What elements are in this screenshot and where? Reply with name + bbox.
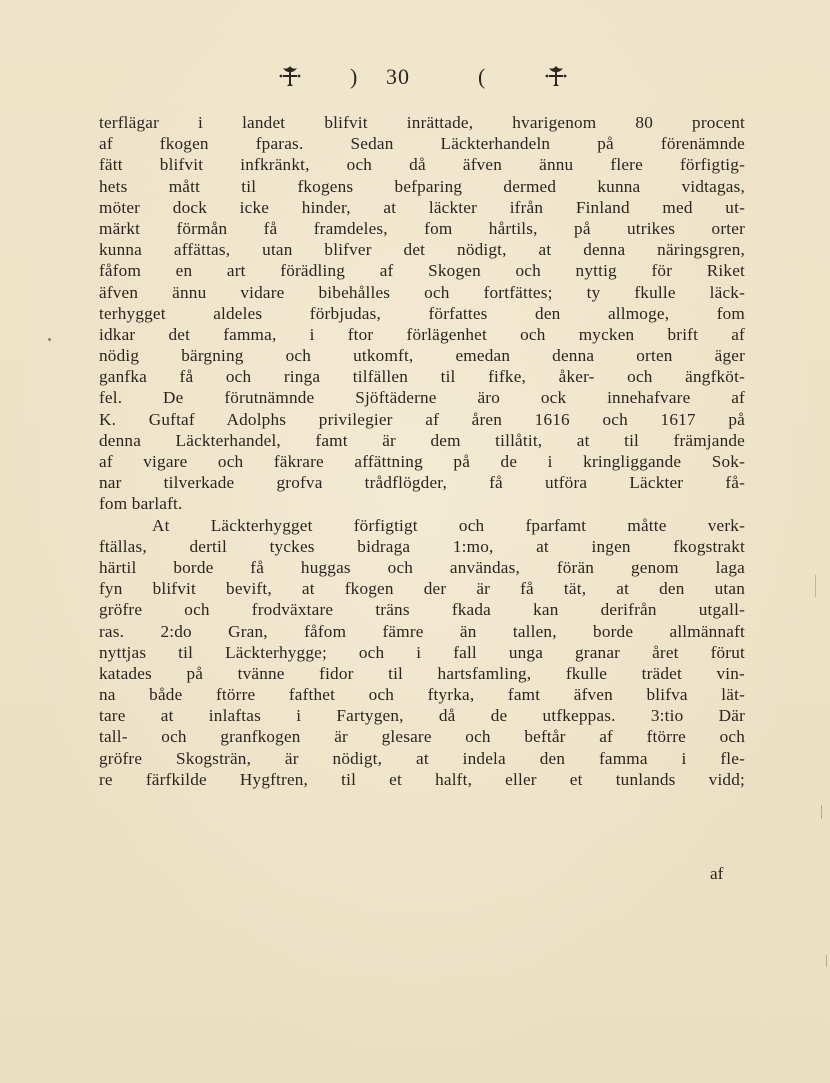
- text-line: terhygget aldeles förbjudas, författes den allmoge, fom: [99, 303, 745, 323]
- page-header: [0, 62, 830, 98]
- fleuron-icon: [543, 64, 569, 88]
- text-line: nödig bärgning och utkomft, emedan denna orten äger: [99, 346, 745, 366]
- margin-speck: [48, 338, 51, 341]
- text-line: fåfom en art förädling af Skogen och nyttig för Riket: [99, 261, 745, 281]
- catchword: af: [710, 864, 724, 883]
- text-line: na både ftörre fafthet och ftyrka, famt äfven blifva lät-: [99, 685, 745, 705]
- text-line: äfven ännu vidare bibehålles och fortfättes; ty fkulle läck-: [99, 282, 745, 302]
- text-line: At Läckterhygget förfigtigt och fparfamt måtte verk-: [152, 515, 745, 535]
- margin-speck: [821, 805, 822, 819]
- text-line: K. Guftaf Adolphs privilegier af åren 1616 och 1617 på: [99, 409, 745, 429]
- text-line: märkt förmån få framdeles, fom hårtils, på utrikes orter: [99, 218, 745, 238]
- text-line: fom barlaft.: [99, 494, 183, 514]
- text-line: ganfka få och ringa tilfällen til fifke, åker- och ängfköt-: [99, 367, 745, 387]
- text-line: katades på tvänne fidor til hartsfamling, fkulle trädet vin-: [99, 663, 745, 683]
- text-line: gröfre och frodväxtare träns fkada kan derifrån utgall-: [99, 600, 745, 620]
- text-line: nar tilverkade grofva trådflögder, få utföra Läckter få-: [99, 473, 745, 493]
- text-line: tare at inlaftas i Fartygen, då de utfkeppas. 3:tio Där: [99, 706, 745, 726]
- text-line: nyttjas til Läckterhygge; och i fall unga granar året förut: [99, 642, 745, 662]
- page-number: 30: [386, 64, 410, 89]
- margin-speck: [815, 575, 816, 597]
- text-line: re färfkilde Hygftren, til et halft, eller et tunlands vidd;: [99, 769, 745, 789]
- fleuron-icon: [277, 64, 303, 88]
- text-line: ras. 2:do Gran, fåfom fämre än tallen, borde allmännaft: [99, 621, 745, 641]
- margin-speck: [826, 955, 827, 967]
- text-line: denna Läckterhandel, famt är dem tillåtit, at til främjande: [99, 430, 745, 450]
- text-line: gröfre Skogsträn, är nödigt, at indela den famma i fle-: [99, 748, 745, 768]
- text-line: af vigare och fäkrare affättning på de i kringliggande Sok-: [99, 452, 745, 471]
- text-line: idkar det famma, i ftor förlägenhet och mycken brift af: [99, 324, 745, 344]
- text-line: härtil borde få huggas och användas, förän genom laga: [99, 557, 745, 577]
- text-line: ftällas, dertil tyckes bidraga 1:mo, at ingen fkogstrakt: [99, 536, 745, 556]
- text-line: kunna affättas, utan blifver det nödigt, at denna näringsgren,: [99, 240, 745, 260]
- text-line: fyn blifvit bevift, at fkogen der är få tät, at den utan: [99, 579, 745, 599]
- text-line: möter dock icke hinder, at läckter ifrån Finland med ut-: [99, 197, 745, 217]
- text-line: tall- och granfkogen är glesare och beftår af ftörre och: [99, 727, 745, 747]
- text-line: hets mått til fkogens befparing dermed kunna vidtagas,: [99, 176, 745, 196]
- text-line: terflägar i landet blifvit inrättade, hvarigenom 80 procent: [99, 113, 745, 132]
- text-line: af fkogen fparas. Sedan Läckterhandeln på förenämnde: [99, 134, 745, 154]
- text-line: fel. De förutnämnde Sjöftäderne äro ock innehafvare af: [99, 388, 745, 408]
- body-text: [99, 112, 745, 790]
- text-line: fätt blifvit infkränkt, och då äfven ännu flere förfigtig-: [99, 155, 745, 175]
- header-paren-close: (: [478, 64, 486, 89]
- header-paren-open: ): [350, 64, 358, 89]
